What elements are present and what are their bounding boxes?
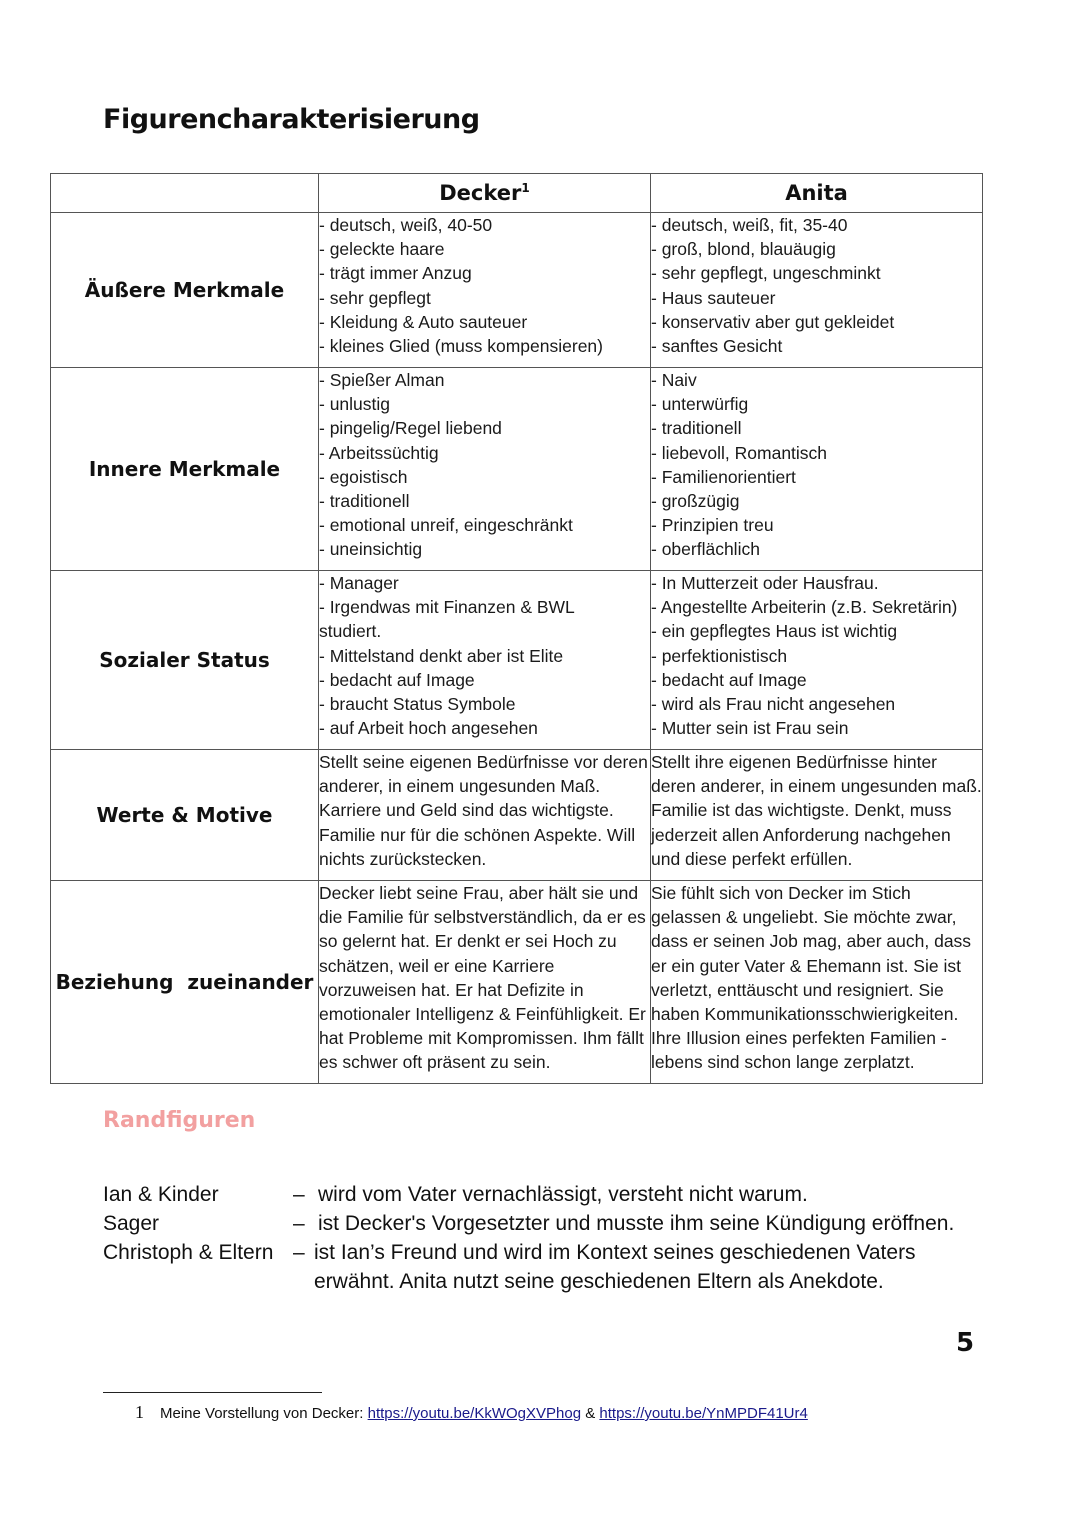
header-empty: [51, 174, 319, 213]
figure-description: wird vom Vater vernachlässigt, versteht nicht warum.: [318, 1183, 808, 1206]
decker-cell: [319, 750, 651, 881]
list-item: - bedacht auf Image: [319, 669, 475, 690]
list-item: - Haus sauteuer: [651, 287, 776, 308]
footnote-text: Meine Vorstellung von Decker:: [160, 1405, 368, 1422]
list-item: [103, 1180, 983, 1209]
list-item: - kleines Glied (muss kompensieren): [319, 336, 603, 357]
footnote-ref[interactable]: 1: [521, 181, 530, 195]
row-label: Äußere Merkmale: [51, 213, 319, 368]
list-item: - Arbeitssüchtig: [319, 442, 439, 463]
list-item: - Familienorientiert: [651, 466, 796, 487]
list-item: - sehr gepflegt: [319, 287, 431, 308]
figure-description: ist Ian’s Freund und wird im Kontext seines geschiedenen Vaters erwähnt. Anita nutzt seine geschiedenen Eltern als Anekdote.: [314, 1241, 916, 1293]
list-item: - konservativ aber gut gekleidet: [651, 311, 895, 332]
list-item: - Naiv: [651, 370, 697, 390]
anita-cell: [651, 750, 983, 881]
footnote-amp: &: [581, 1405, 600, 1422]
footnote-link-1[interactable]: https://youtu.be/KkWOgXVPhog: [367, 1405, 582, 1422]
dash: –: [293, 1212, 305, 1235]
row-label: Beziehung zueinander: [51, 881, 319, 1084]
page-title: Figurencharakterisierung: [103, 104, 480, 135]
table-row: [51, 213, 983, 368]
table-row: [51, 368, 983, 571]
list-item: - Kleidung & Auto sauteuer: [319, 311, 528, 332]
footnote: [135, 1402, 808, 1423]
table-header-row: [51, 174, 983, 213]
cell-text: Stellt ihre eigenen Bedürfnisse hinter deren anderer, in einem ungesunden maß. Familie ist das wichtigste. Denkt, muss jederzeit allen Anforderung nachgehen und diese perfekt erfüllen.: [651, 752, 982, 869]
list-item: - traditionell: [651, 418, 742, 439]
cell-text: Sie fühlt sich von Decker im Stich gelassen & ungeliebt. Sie möchte zwar, dass er seinen Job mag, aber auch, dass er ein guter Vater & Ehemann ist. Sie ist verletzt, enttäuscht und resigniert. Sie haben Kommunikationsschwierigkeiten. Ihre Illusion eines perfekten Familien - lebens sind schon lange zerplatzt.: [651, 883, 972, 1073]
header-decker: [319, 174, 651, 213]
row-label: Innere Merkmale: [51, 368, 319, 571]
list-item: - uneinsichtig: [319, 539, 423, 560]
list-item: - unlustig: [319, 394, 391, 415]
dash: –: [293, 1183, 305, 1206]
table-row: [51, 571, 983, 750]
list-item: - ein gepflegtes Haus ist wichtig: [651, 621, 898, 642]
list-item: - deutsch, weiß, 40-50: [319, 215, 493, 235]
footnote-link-2[interactable]: https://youtu.be/YnMPDF41Ur4: [599, 1405, 808, 1422]
figure-description: ist Decker's Vorgesetzter und musste ihm seine Kündigung eröffnen.: [318, 1212, 955, 1235]
table-row: [51, 750, 983, 881]
row-label: Sozialer Status: [51, 571, 319, 750]
decker-cell: [319, 571, 651, 750]
list-item: - pingelig/Regel liebend: [319, 418, 502, 439]
list-item: [103, 1238, 983, 1296]
footnote-mark: 1: [135, 1402, 144, 1422]
footnote-divider: [103, 1392, 322, 1393]
list-item: - deutsch, weiß, fit, 35-40: [651, 215, 848, 235]
anita-cell: [651, 881, 983, 1084]
list-item: - perfektionistisch: [651, 645, 788, 666]
page-number: 5: [956, 1328, 975, 1358]
characterization-table: [50, 173, 983, 1084]
list-item: - groß, blond, blauäugig: [651, 239, 836, 260]
list-item: - braucht Status Symbole: [319, 694, 516, 715]
list-item: - großzügig: [651, 491, 740, 512]
list-item: - egoistisch: [319, 466, 408, 487]
dash: –: [293, 1241, 305, 1264]
list-item: - liebevoll, Romantisch: [651, 442, 828, 463]
list-item: - geleckte haare: [319, 239, 445, 260]
table-row: [51, 881, 983, 1084]
anita-cell: [651, 571, 983, 750]
list-item: - Spießer Alman: [319, 370, 445, 390]
list-item: - Mutter sein ist Frau sein: [651, 718, 849, 739]
list-item: - trägt immer Anzug: [319, 263, 472, 284]
list-item: - traditionell: [319, 491, 410, 512]
list-item: - wird als Frau nicht angesehen: [651, 694, 896, 715]
list-item: - Manager: [319, 573, 399, 593]
list-item: - auf Arbeit hoch angesehen: [319, 718, 538, 739]
list-item: - sehr gepflegt, ungeschminkt: [651, 263, 881, 284]
figure-name: Christoph & Eltern: [103, 1241, 274, 1264]
list-item: - oberflächlich: [651, 539, 760, 560]
cell-text: Stellt seine eigenen Bedürfnisse vor deren anderer, in einem ungesunden Maß. Karriere und Geld sind das wichtigste. Familie nur für die schönen Aspekte. Will nichts zurückstecken.: [319, 752, 648, 869]
cell-text: Decker liebt seine Frau, aber hält sie und die Familie für selbstverständlich, da er es so gelernt hat. Er denkt er sei Hoch zu schätzen, weil er eine Karriere vorzuweisen hat. Er hat Defizite in emotionaler Intelligenz & Feinfühligkeit. Er hat Probleme mit Kompromissen. Ihm fällt es schwer oft präsent zu sein.: [319, 883, 646, 1073]
decker-cell: [319, 213, 651, 368]
decker-cell: [319, 881, 651, 1084]
list-item: - unterwürfig: [651, 394, 749, 415]
list-item: [103, 1209, 983, 1238]
figure-name: Ian & Kinder: [103, 1183, 219, 1206]
side-figures-heading: Randfiguren: [103, 1108, 256, 1133]
list-item: - In Mutterzeit oder Hausfrau.: [651, 573, 879, 593]
list-item: - Irgendwas mit Finanzen & BWL: [319, 597, 575, 618]
list-item: - Angestellte Arbeiterin (z.B. Sekretärin): [651, 597, 958, 618]
list-item: - emotional unreif, eingeschränkt: [319, 515, 573, 536]
row-label: Werte & Motive: [51, 750, 319, 881]
list-item: studiert.: [319, 621, 382, 642]
list-item: - bedacht auf Image: [651, 669, 807, 690]
side-figures-list: [103, 1180, 983, 1296]
anita-cell: [651, 368, 983, 571]
list-item: - Prinzipien treu: [651, 515, 774, 536]
list-item: - Mittelstand denkt aber ist Elite: [319, 645, 564, 666]
anita-cell: [651, 213, 983, 368]
figure-name: Sager: [103, 1212, 160, 1235]
list-item: - sanftes Gesicht: [651, 336, 783, 357]
header-anita: Anita: [651, 174, 983, 213]
header-decker-label: Decker: [439, 181, 522, 205]
decker-cell: [319, 368, 651, 571]
